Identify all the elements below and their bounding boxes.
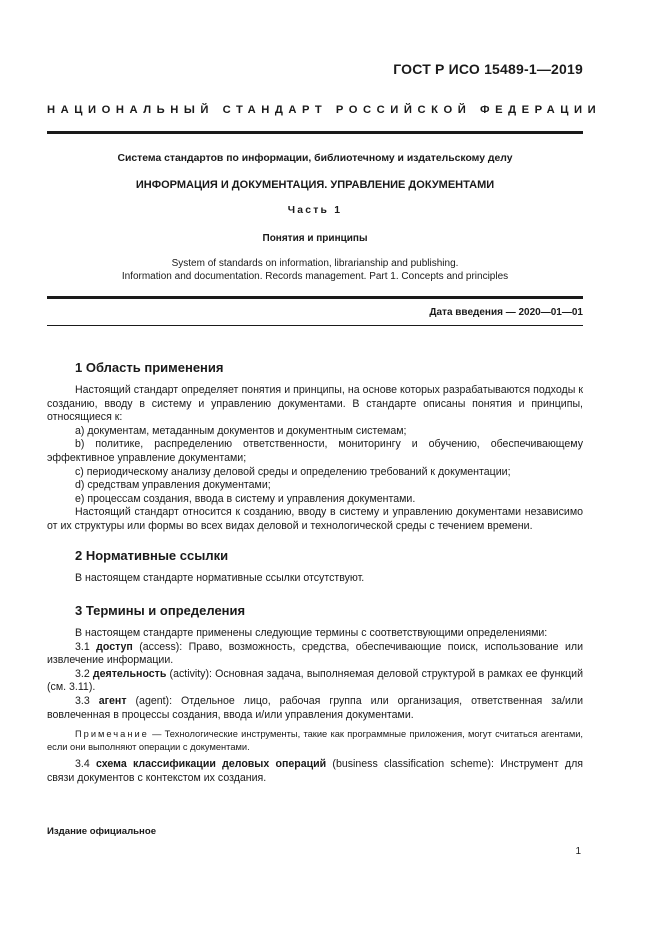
section-1-intro: Настоящий стандарт определяет понятия и принципы, на основе которых разрабатываются подходы к созданию, вводу в систему и управлению документами. В стандарте описаны понятия и принципы, относящиеся к:	[47, 384, 583, 424]
section-1-item-b: b) политике, распределению ответственности, мониторингу и обучению, обеспечивающему эффективное управление документами;	[47, 438, 583, 464]
document-title: ИНФОРМАЦИЯ И ДОКУМЕНТАЦИЯ. УПРАВЛЕНИЕ ДОКУМЕНТАМИ	[135, 179, 495, 191]
section-1-body	[47, 384, 583, 534]
section-1-item-c: c) периодическому анализу деловой среды и определению требований к документации;	[75, 465, 511, 478]
term-number: 3.3	[75, 694, 90, 707]
top-thick-rule	[47, 131, 583, 134]
section-2-heading: 2 Нормативные ссылки	[75, 548, 229, 563]
term-number: 3.2	[75, 667, 90, 680]
term-3-4	[47, 758, 583, 785]
term-definition: (agent): Отдельное лицо, рабочая группа или организация, ответственная за/или вовлеченная в процессы создания, ввода и/или управления документами.	[47, 694, 583, 721]
english-title-line-2: Information and documentation. Records management. Part 1. Concepts and principles	[121, 271, 509, 282]
date-bottom-rule	[47, 325, 583, 326]
section-3-intro: В настоящем стандарте применены следующие термины с соответствующими определениями:	[75, 627, 548, 639]
document-code: ГОСТ Р ИСО 15489-1—2019	[393, 61, 583, 77]
section-1-closing: Настоящий стандарт относится к созданию, вводу в систему и управлению документами независимо от их структуры или формы во всех видах деловой и технологической среды с течением времени.	[47, 506, 583, 532]
effective-date: Дата введения — 2020—01—01	[429, 307, 583, 318]
term-3-1	[47, 641, 583, 668]
note-text: — Технологические инструменты, такие как программные приложения, могут считаться агентами, если они выполняют операции с документами.	[47, 729, 583, 752]
national-standard-banner: НАЦИОНАЛЬНЫЙ СТАНДАРТ РОССИЙСКОЙ ФЕДЕРАЦИИ	[47, 104, 602, 116]
term-name: агент	[98, 694, 127, 707]
official-edition-label: Издание официальное	[47, 826, 157, 837]
standards-series: Система стандартов по информации, библиотечному и издательскому делу	[117, 153, 513, 164]
term-number: 3.4	[75, 758, 90, 770]
term-3-3	[47, 695, 583, 722]
term-number: 3.1	[75, 640, 90, 653]
section-1-item-d: d) средствам управления документами;	[75, 479, 271, 492]
term-name: деятельность	[92, 667, 167, 680]
term-definition: (access): Право, возможность, средства, обеспечивающие поиск, использование или извлечение информации.	[47, 640, 583, 667]
title-bottom-thick-rule	[47, 296, 583, 299]
english-title-line-1: System of standards on information, librarianship and publishing.	[171, 258, 459, 269]
page-number: 1	[575, 846, 581, 857]
term-3-3-note	[47, 728, 583, 753]
part-label: Часть 1	[287, 205, 343, 216]
document-subtitle: Понятия и принципы	[262, 233, 368, 244]
section-1-item-e: e) процессам создания, ввода в систему и управления документами.	[75, 492, 416, 505]
term-definition: (business classification scheme): Инструмент для связи документов с контекстом их создания.	[47, 758, 583, 784]
term-definition: (activity): Основная задача, выполняемая деловой структурой в рамках ее функций (см. 3.11).	[47, 667, 583, 694]
term-3-2	[47, 668, 583, 695]
section-2-text: В настоящем стандарте нормативные ссылки отсутствуют.	[75, 572, 365, 584]
section-1-heading: 1 Область применения	[75, 360, 224, 375]
section-1-item-a: a) документам, метаданным документов и документным системам;	[75, 424, 407, 437]
section-3-heading: 3 Термины и определения	[75, 603, 246, 618]
term-name: схема классификации деловых операций	[96, 758, 327, 770]
section-3-body	[47, 627, 583, 722]
note-label: Примечание	[75, 729, 149, 739]
term-name: доступ	[96, 640, 133, 653]
term-3-4-block	[47, 758, 583, 785]
section-2-body	[47, 572, 583, 586]
